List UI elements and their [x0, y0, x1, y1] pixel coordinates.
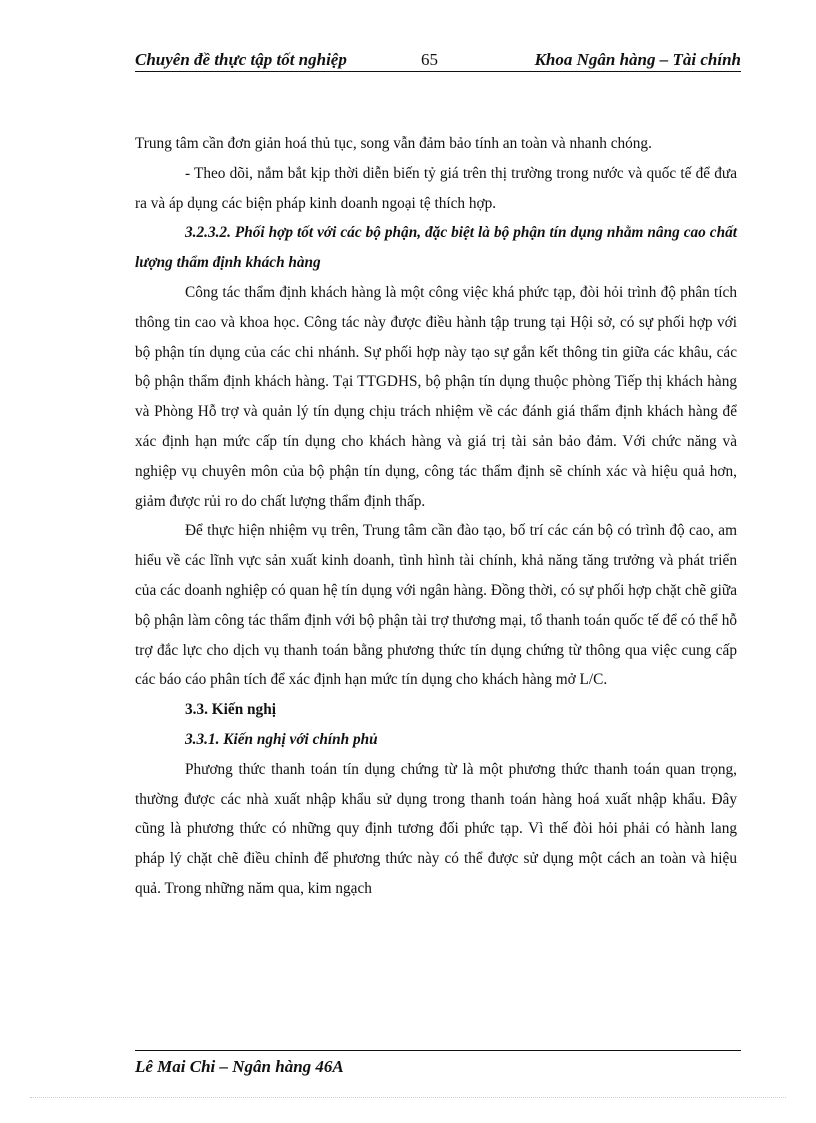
footer-author: Lê Mai Chi – Ngân hàng 46A: [135, 1057, 344, 1076]
paragraph-lc-method: Phương thức thanh toán tín dụng chứng từ là một phương thức thanh toán quan trọng, thường được các nhà xuất nhập khẩu sử dụng trong thanh toán hàng hoá xuất nhập khẩu. Đây cũng là phương thức có những quy định tương đối phức tạp. Vì thế đòi hỏi phải có hành lang pháp lý chặt chẽ điều chỉnh để phương thức này có thể được sử dụng một cách an toàn và hiệu quả. Trong những năm qua, kim ngạch: [135, 760, 737, 897]
header-document-title: Chuyên đề thực tập tốt nghiệp: [135, 50, 347, 69]
paragraph-continuation: Trung tâm cần đơn giản hoá thủ tục, song vẫn đảm bảo tính an toàn và nhanh chóng.: [135, 135, 652, 152]
page-bottom-edge: [30, 1097, 786, 1098]
header-page-number: 65: [421, 50, 438, 69]
paragraph-training: Để thực hiện nhiệm vụ trên, Trung tâm cần đào tạo, bố trí các cán bộ có trình độ cao, am hiểu về các lĩnh vực sản xuất kinh doanh, tình hình tài chính, khả năng tăng trưởng và phát triển của các doanh nghiệp có quan hệ tín dụng với ngân hàng. Đồng thời, có sự phối hợp chặt chẽ giữa bộ phận làm công tác thẩm định với bộ phận tài trợ thương mại, tổ thanh toán quốc tế để có thể hỗ trợ đắc lực cho dịch vụ thanh toán bằng phương thức tín dụng chứng từ thông qua việc cung cấp các báo cáo phân tích để xác định hạn mức tín dụng cho khách hàng mở L/C.: [135, 522, 737, 689]
section-heading-3-3-1: 3.3.1. Kiến nghị với chính phủ: [185, 730, 378, 748]
page-header: [135, 47, 741, 72]
paragraph-bullet-exchange-rate: - Theo dõi, nắm bắt kịp thời diễn biến tỷ giá trên thị trường trong nước và quốc tế để đưa ra và áp dụng các biện pháp kinh doanh ngoại tệ thích hợp.: [135, 164, 737, 212]
header-faculty: Khoa Ngân hàng – Tài chính: [534, 50, 741, 69]
document-body: [135, 129, 737, 904]
page-footer: [135, 1050, 741, 1077]
section-heading-3-2-3-2: 3.2.3.2. Phối hợp tốt với các bộ phận, đặc biệt là bộ phận tín dụng nhằm nâng cao chất lượng thẩm định khách hàng: [135, 224, 737, 272]
section-heading-3-3: 3.3. Kiến nghị: [185, 701, 276, 719]
paragraph-appraisal: Công tác thẩm định khách hàng là một công việc khá phức tạp, đòi hỏi trình độ phân tích thông tin cao và khoa học. Công tác này được điều hành tập trung tại Hội sở, có sự phối hợp với bộ phận tín dụng của các chi nhánh. Sự phối hợp này tạo sự gắn kết thông tin giữa các khâu, các bộ phận thẩm định khách hàng. Tại TTGDHS, bộ phận tín dụng thuộc phòng Tiếp thị khách hàng và Phòng Hỗ trợ và quản lý tín dụng chịu trách nhiệm về các đánh giá thẩm định khách hàng để xác định hạn mức cấp tín dụng cho khách hàng và giá trị tài sản bảo đảm. Với chức năng và nghiệp vụ chuyên môn của bộ phận tín dụng, công tác thẩm định sẽ chính xác và hiệu quả hơn, giảm được rủi ro do chất lượng thẩm định thấp.: [135, 283, 737, 510]
